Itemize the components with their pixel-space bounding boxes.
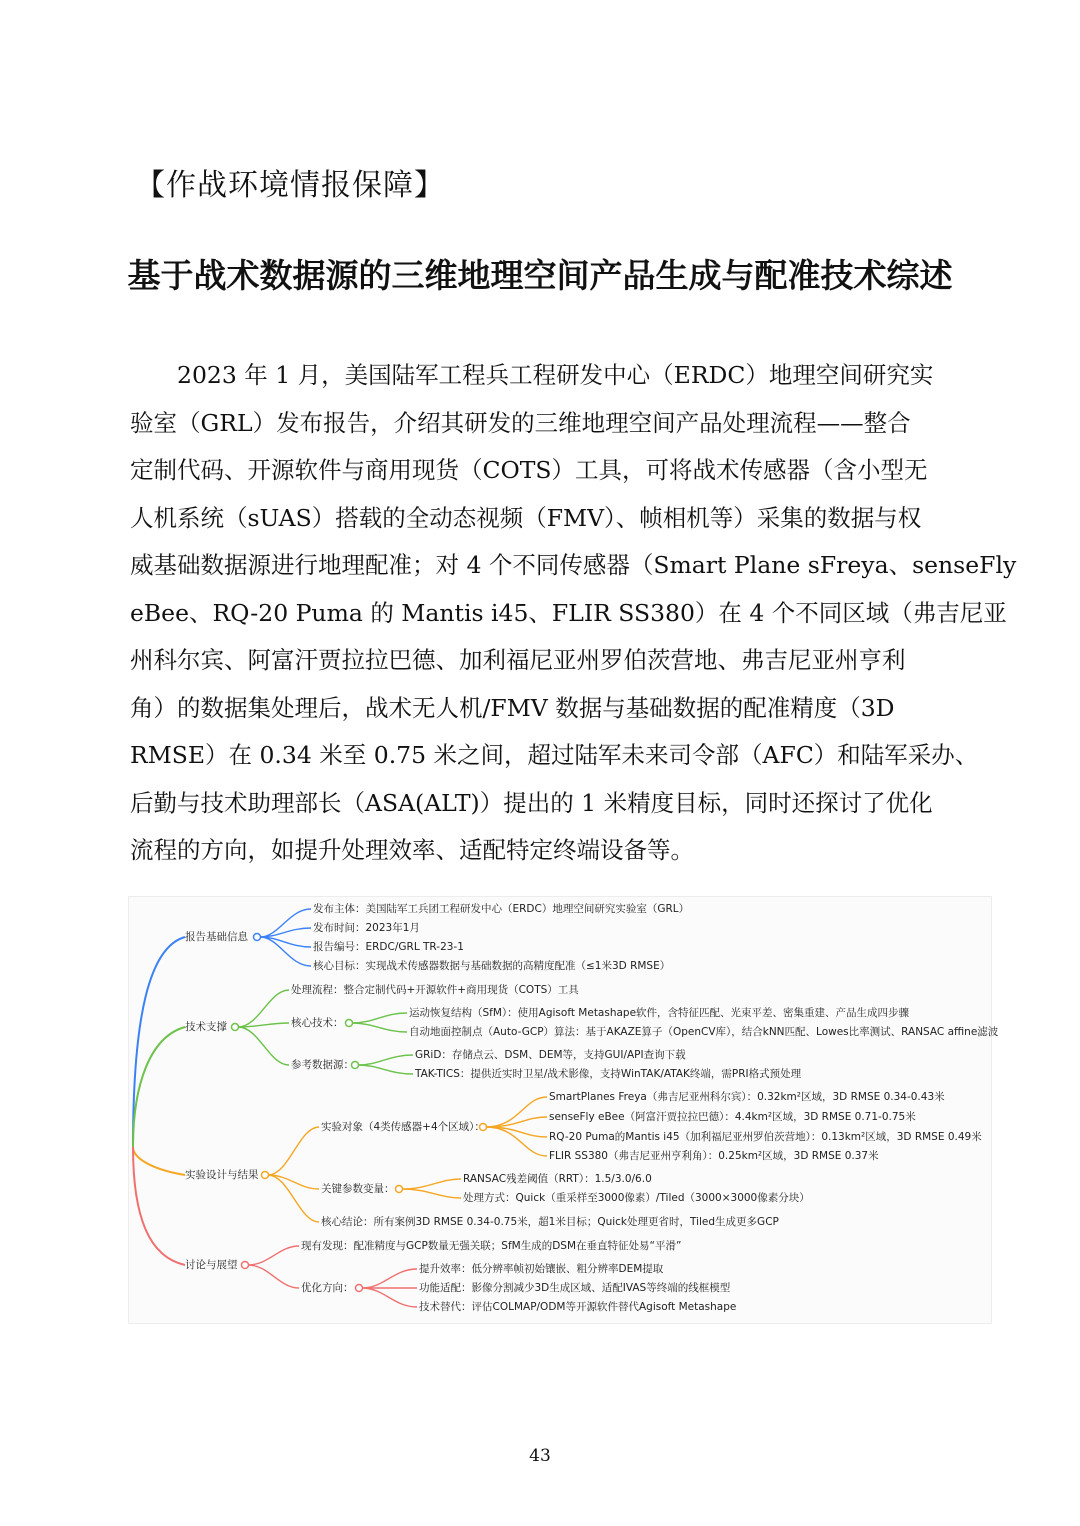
mm-leaf: 自动地面控制点（Auto-GCP）算法：基于AKAZE算子（OpenCV库），结合kNN匹配、Lowes比率测试、RANSAC affine滤波 <box>409 1026 999 1038</box>
mm-leaf: 功能适配：影像分割减少3D生成区域、适配IVAS等终端的线框模型 <box>419 1282 731 1294</box>
mm-leaf: 核心结论：所有案例3D RMSE 0.34-0.75米，超1米目标；Quick处理更省时，Tiled生成更多GCP <box>321 1216 779 1228</box>
body-line: 流程的方向，如提升处理效率、适配特定终端设备等。 <box>130 836 694 864</box>
mm-leaf: 发布主体：美国陆军工兵团工程研发中心（ERDC）地理空间研究实验室（GRL） <box>313 903 690 915</box>
mm-leaf: 报告编号：ERDC/GRL TR-23-1 <box>313 941 464 953</box>
mm-sub-ref-data: 参考数据源： <box>291 1059 354 1071</box>
body-line: 州科尔宾、阿富汗贾拉拉巴德、加利福尼亚州罗伯茨营地、弗吉尼亚州亨利 <box>130 646 906 674</box>
section-tag: 【作战环境情报保障】 <box>135 168 445 203</box>
body-line: 验室（GRL）发布报告，介绍其研发的三维地理空间产品处理流程——整合 <box>130 408 911 437</box>
body-line: 后勤与技术助理部长（ASA(ALT)）提出的 1 米精度目标，同时还探讨了优化 <box>130 788 933 817</box>
mm-branch-basic-info: 报告基础信息 <box>185 931 248 943</box>
mm-sub-params: 关键参数变量： <box>321 1183 395 1195</box>
article-title: 基于战术数据源的三维地理空间产品生成与配准技术综述 <box>127 256 953 295</box>
mm-sub-core-tech: 核心技术： <box>291 1017 344 1029</box>
mm-leaf: FLIR SS380（弗吉尼亚州亨利角）：0.25km²区域，3D RMSE 0.37米 <box>549 1150 879 1162</box>
body-line: 人机系统（sUAS）搭载的全动态视频（FMV）、帧相机等）采集的数据与权 <box>130 503 922 532</box>
body-line: RMSE）在 0.34 米至 0.75 米之间，超过陆军未来司令部（AFC）和陆军采办、 <box>130 741 979 769</box>
body-line: 2023 年 1 月，美国陆军工程兵工程研发中心（ERDC）地理空间研究实 <box>130 361 934 389</box>
mm-leaf: 处理流程：整合定制代码+开源软件+商用现货（COTS）工具 <box>291 984 579 996</box>
mm-leaf: SmartPlanes Freya（弗吉尼亚州科尔宾）：0.32km²区域，3D RMSE 0.34-0.43米 <box>549 1091 945 1103</box>
article-body <box>130 352 1017 875</box>
mm-leaf: 核心目标：实现战术传感器数据与基础数据的高精度配准（≤1米3D RMSE） <box>313 960 671 972</box>
mm-leaf: 现有发现：配准精度与GCP数量无强关联；SfM生成的DSM在垂直特征处易“平滑” <box>301 1240 682 1252</box>
mm-leaf: 运动恢复结构（SfM）：使用Agisoft Metashape软件，含特征匹配、光束平差、密集重建、产品生成四步骤 <box>409 1007 910 1019</box>
mm-branch-experiment: 实验设计与结果 <box>185 1169 259 1181</box>
mm-leaf: 发布时间：2023年1月 <box>313 922 420 934</box>
mm-sub-objects: 实验对象（4类传感器+4个区域）： <box>321 1121 485 1133</box>
mm-branch-tech-support: 技术支撑 <box>185 1021 227 1033</box>
mm-leaf: 处理方式：Quick（重采样至3000像素）/Tiled（3000×3000像素分块） <box>463 1192 810 1204</box>
mm-leaf: GRiD：存储点云、DSM、DEM等，支持GUI/API查询下载 <box>415 1049 686 1061</box>
mm-leaf: RANSAC残差阈值（RRT）：1.5/3.0/6.0 <box>463 1173 652 1185</box>
mm-leaf: TAK-TICS：提供近实时卫星/战术影像，支持WinTAK/ATAK终端，需PRI格式预处理 <box>415 1068 802 1080</box>
mm-branch-discussion: 讨论与展望 <box>185 1259 238 1271</box>
body-line: 定制代码、开源软件与商用现货（COTS）工具，可将战术传感器（含小型无 <box>130 456 928 484</box>
mm-leaf: RQ-20 Puma的Mantis i45（加利福尼亚州罗伯茨营地）：0.13km²区域，3D RMSE 0.49米 <box>549 1131 982 1143</box>
mm-leaf: 技术替代：评估COLMAP/ODM等开源软件替代Agisoft Metashape <box>419 1301 737 1313</box>
body-line: 角）的数据集处理后，战术无人机/FMV 数据与基础数据的配准精度（3D <box>130 693 895 722</box>
mind-map-figure <box>128 896 999 1324</box>
mm-sub-optimization: 优化方向： <box>301 1282 354 1294</box>
mm-leaf: senseFly eBee（阿富汗贾拉拉巴德）：4.4km²区域，3D RMSE 0.71-0.75米 <box>549 1111 916 1123</box>
body-line: eBee、RQ-20 Puma 的 Mantis i45、FLIR SS380）在 4 个不同区域（弗吉尼亚 <box>130 598 1007 627</box>
mm-leaf: 提升效率：低分辨率帧初始镶嵌、粗分辨率DEM提取 <box>419 1263 664 1275</box>
body-line: 威基础数据源进行地理配准；对 4 个不同传感器（Smart Plane sFreya、senseFly <box>130 551 1017 579</box>
page-number: 43 <box>529 1446 551 1466</box>
